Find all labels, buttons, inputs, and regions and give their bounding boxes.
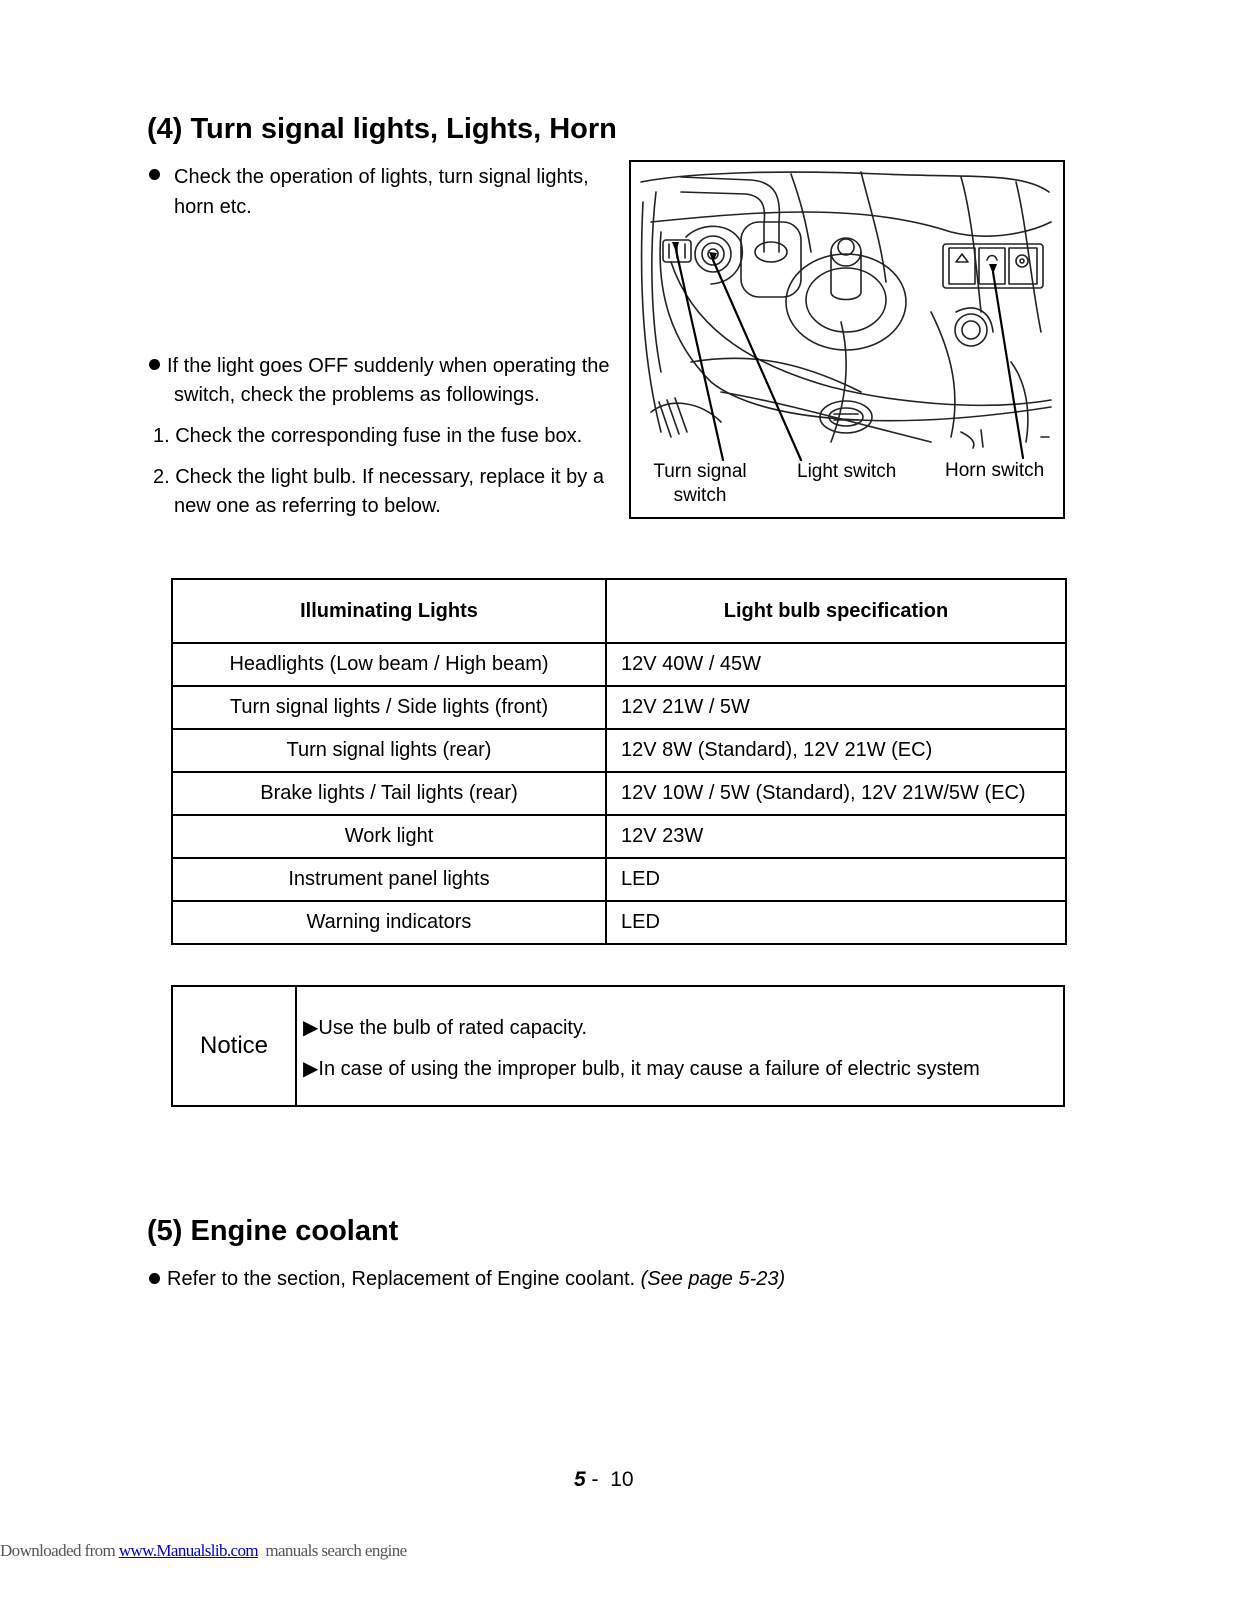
step-check-bulb: 2. Check the light bulb. If necessary, replace it by a: [153, 466, 604, 488]
table-cell-light: Warning indicators: [172, 901, 606, 944]
notice-label: Notice: [173, 987, 297, 1105]
dashboard-figure: [629, 160, 1065, 519]
table-cell-spec: LED: [606, 901, 1066, 944]
table-cell-light: Brake lights / Tail lights (rear): [172, 772, 606, 815]
header-illuminating-lights: Illuminating Lights: [172, 579, 606, 643]
bullet-text-light-off: If the light goes OFF suddenly when operating the: [167, 355, 610, 377]
bullet-icon: [149, 169, 160, 180]
table-cell-spec: 12V 40W / 45W: [606, 643, 1066, 686]
label-horn-switch: Horn switch: [945, 460, 1045, 481]
table-cell-light: Headlights (Low beam / High beam): [172, 643, 606, 686]
page-reference: (See page 5-23): [640, 1268, 786, 1290]
table-cell-spec: 12V 8W (Standard), 12V 21W (EC): [606, 729, 1066, 772]
table-cell-spec: 12V 21W / 5W: [606, 686, 1066, 729]
bullet-icon: [149, 359, 160, 370]
table-cell-light: Work light: [172, 815, 606, 858]
coolant-text: Refer to the section, Replacement of Engine coolant. (See page 5-23): [167, 1268, 786, 1290]
table-row: [172, 901, 1066, 944]
table-row: [172, 686, 1066, 729]
table-cell-light: Turn signal lights (rear): [172, 729, 606, 772]
table-row: [172, 729, 1066, 772]
table-cell-spec: 12V 23W: [606, 815, 1066, 858]
header-bulb-spec: Light bulb specification: [606, 579, 1066, 643]
section-heading-coolant: (5) Engine coolant: [147, 1215, 399, 1247]
bullet-icon: [149, 1273, 160, 1284]
table-cell-light: Instrument panel lights: [172, 858, 606, 901]
table-cell-spec: 12V 10W / 5W (Standard), 12V 21W/5W (EC): [606, 772, 1066, 815]
bullet-text-light-off-cont: switch, check the problems as followings.: [174, 384, 540, 406]
notice-line-improper-bulb: ▶In case of using the improper bulb, it may cause a failure of electric system: [303, 1058, 980, 1080]
label-light-switch: Light switch: [797, 461, 897, 482]
download-footer: Downloaded from www.Manualslib.com manuals search engine: [0, 1541, 407, 1560]
dashboard-illustration: [631, 162, 1063, 462]
manualslib-link[interactable]: www.Manualslib.com: [118, 1541, 259, 1560]
page-number: 5 - 10: [574, 1468, 634, 1491]
table-cell-spec: LED: [606, 858, 1066, 901]
table-row: [172, 858, 1066, 901]
section-heading-lights: (4) Turn signal lights, Lights, Horn: [147, 113, 617, 145]
table-row: [172, 815, 1066, 858]
bullet-text-check-operation: Check the operation of lights, turn signal lights, horn etc.: [174, 166, 589, 218]
table-header-row: [172, 579, 1066, 643]
table-row: [172, 643, 1066, 686]
notice-line-rated-capacity: ▶Use the bulb of rated capacity.: [303, 1017, 588, 1039]
label-turn-signal-switch: Turn signal switch: [653, 461, 747, 506]
bulb-spec-table: [171, 578, 1067, 945]
table-cell-light: Turn signal lights / Side lights (front): [172, 686, 606, 729]
table-row: [172, 772, 1066, 815]
notice-box: [171, 985, 1065, 1107]
step-check-fuse: 1. Check the corresponding fuse in the fuse box.: [153, 425, 583, 447]
step-check-bulb-cont: new one as referring to below.: [174, 495, 441, 517]
